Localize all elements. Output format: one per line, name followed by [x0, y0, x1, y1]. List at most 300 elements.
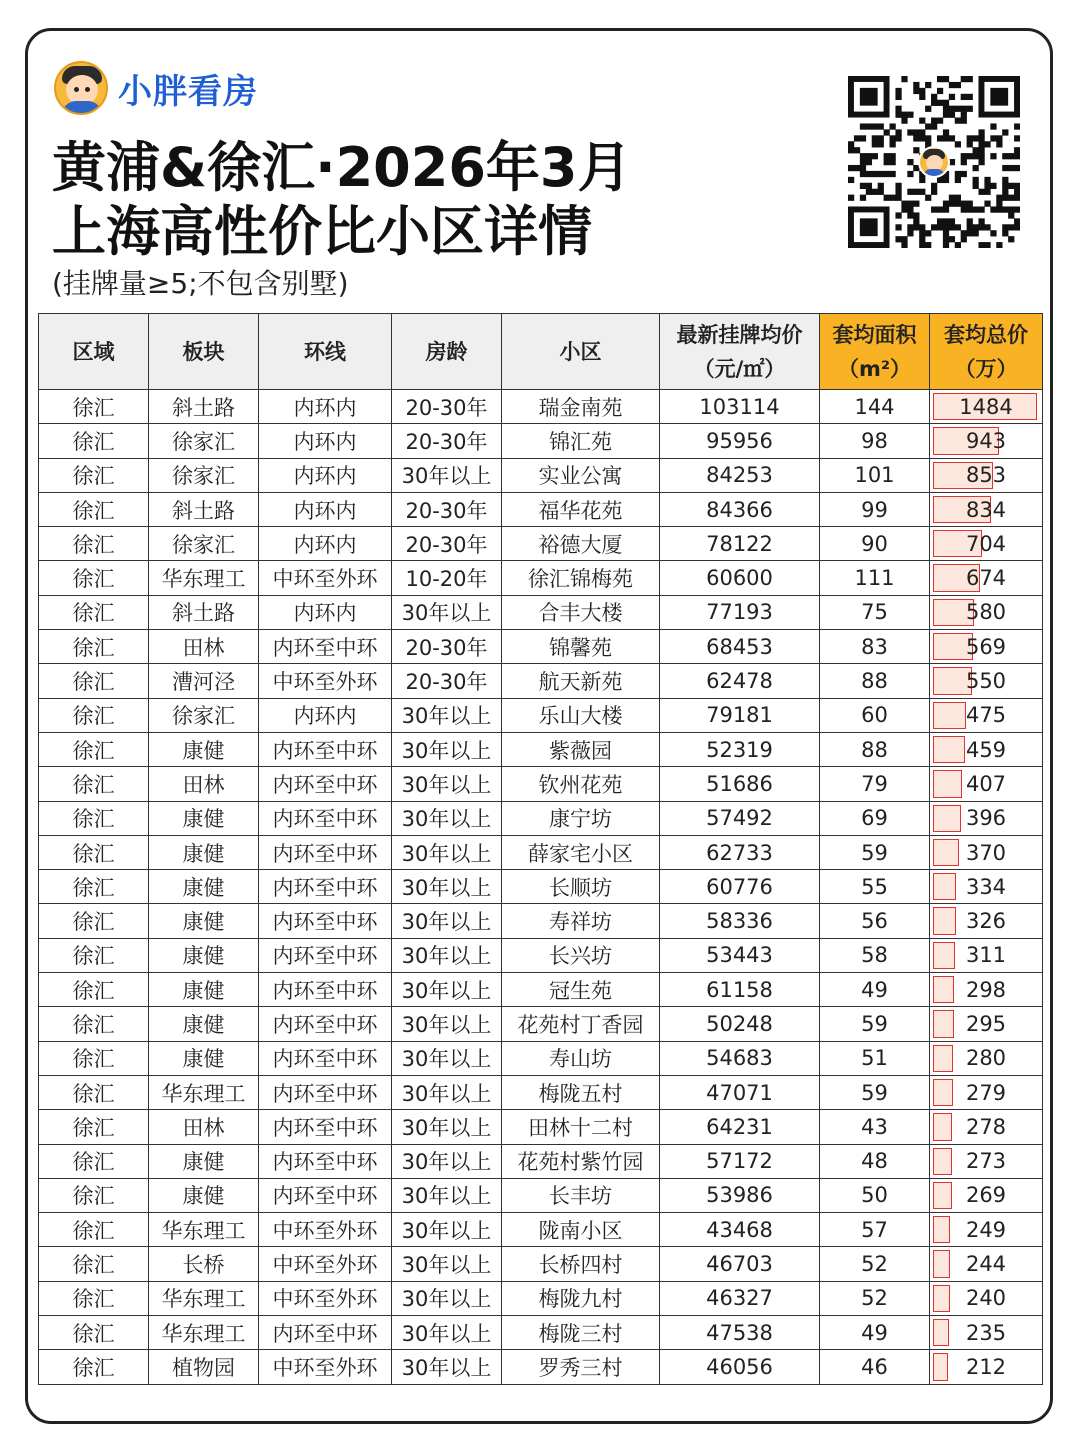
total-price-value: 295 — [965, 1011, 1007, 1036]
table-row — [39, 732, 1043, 766]
cell-district: 徐汇 — [39, 1007, 149, 1041]
header-unit: （元/㎡） — [693, 356, 786, 381]
total-price-value: 370 — [965, 840, 1007, 865]
table-row — [39, 390, 1043, 424]
cell-community: 裕德大厦 — [502, 527, 660, 561]
cell-community: 寿祥坊 — [502, 904, 660, 938]
cell-sector: 徐家汇 — [149, 458, 259, 492]
cell-avg-area: 52 — [820, 1247, 930, 1281]
table-row — [39, 904, 1043, 938]
cell-avg-total — [930, 527, 1043, 561]
header-avg-area — [820, 314, 930, 390]
cell-avg-total — [930, 1178, 1043, 1212]
cell-district: 徐汇 — [39, 1281, 149, 1315]
cell-avg-price: 68453 — [660, 630, 820, 664]
header-age — [392, 314, 502, 390]
cell-district: 徐汇 — [39, 527, 149, 561]
cell-community: 长兴坊 — [502, 938, 660, 972]
cell-sector: 康健 — [149, 1007, 259, 1041]
cell-avg-price: 47538 — [660, 1316, 820, 1350]
cell-avg-total — [930, 1247, 1043, 1281]
table-row — [39, 938, 1043, 972]
total-price-value: 235 — [965, 1320, 1007, 1345]
cell-avg-price: 53443 — [660, 938, 820, 972]
cell-community: 陇南小区 — [502, 1213, 660, 1247]
table-row — [39, 1178, 1043, 1212]
cell-sector: 康健 — [149, 1041, 259, 1075]
total-price-value: 569 — [965, 634, 1007, 659]
cell-avg-area: 58 — [820, 938, 930, 972]
total-price-bar — [933, 873, 956, 900]
header-label: 房龄 — [425, 339, 468, 364]
cell-avg-price: 62733 — [660, 835, 820, 869]
cell-age: 30年以上 — [392, 938, 502, 972]
total-price-value: 278 — [965, 1114, 1007, 1139]
cell-district: 徐汇 — [39, 1247, 149, 1281]
cell-age: 20-30年 — [392, 527, 502, 561]
table-row — [39, 767, 1043, 801]
cell-avg-area: 57 — [820, 1213, 930, 1247]
cell-avg-price: 64231 — [660, 1110, 820, 1144]
cell-age: 30年以上 — [392, 767, 502, 801]
table-row — [39, 835, 1043, 869]
cell-ring: 内环至中环 — [259, 1075, 392, 1109]
table-body — [39, 390, 1043, 1385]
cell-age: 20-30年 — [392, 630, 502, 664]
cell-ring: 内环至中环 — [259, 835, 392, 869]
cell-avg-area: 83 — [820, 630, 930, 664]
cell-age: 30年以上 — [392, 732, 502, 766]
total-price-bar — [933, 736, 965, 763]
total-price-bar — [933, 1010, 954, 1037]
cell-sector: 康健 — [149, 732, 259, 766]
cell-community: 薛家宅小区 — [502, 835, 660, 869]
total-price-value: 834 — [965, 497, 1007, 522]
cell-avg-price: 103114 — [660, 390, 820, 424]
cell-community: 合丰大楼 — [502, 595, 660, 629]
cell-district: 徐汇 — [39, 1041, 149, 1075]
table-row — [39, 664, 1043, 698]
cell-age: 30年以上 — [392, 1075, 502, 1109]
cell-avg-area: 69 — [820, 801, 930, 835]
total-price-value: 550 — [965, 669, 1007, 694]
cell-age: 30年以上 — [392, 595, 502, 629]
total-price-bar — [933, 976, 954, 1003]
total-price-bar — [933, 805, 961, 832]
table-row — [39, 801, 1043, 835]
cell-avg-total — [930, 938, 1043, 972]
cell-community: 长丰坊 — [502, 1178, 660, 1212]
cell-sector: 漕河泾 — [149, 664, 259, 698]
header-avg-price — [660, 314, 820, 390]
total-price-value: 298 — [965, 977, 1007, 1002]
page-title — [52, 136, 631, 264]
total-price-bar — [933, 1182, 952, 1209]
cell-avg-price: 43468 — [660, 1213, 820, 1247]
total-price-value: 244 — [965, 1252, 1007, 1277]
cell-sector: 康健 — [149, 1178, 259, 1212]
total-price-bar — [933, 839, 959, 866]
cell-avg-total — [930, 1281, 1043, 1315]
cell-sector: 华东理工 — [149, 1075, 259, 1109]
total-price-value: 334 — [965, 874, 1007, 899]
cell-sector: 华东理工 — [149, 1281, 259, 1315]
header-avg-total — [930, 314, 1043, 390]
total-price-value: 943 — [965, 428, 1007, 453]
cell-avg-total — [930, 870, 1043, 904]
cell-district: 徐汇 — [39, 938, 149, 972]
cell-ring: 内环至中环 — [259, 938, 392, 972]
cell-community: 冠生苑 — [502, 973, 660, 1007]
cell-avg-area: 50 — [820, 1178, 930, 1212]
cell-sector: 长桥 — [149, 1247, 259, 1281]
cell-age: 30年以上 — [392, 1110, 502, 1144]
table-row — [39, 1281, 1043, 1315]
cell-avg-price: 79181 — [660, 698, 820, 732]
cell-avg-total — [930, 458, 1043, 492]
cell-district: 徐汇 — [39, 1350, 149, 1384]
cell-sector: 康健 — [149, 938, 259, 972]
cell-district: 徐汇 — [39, 390, 149, 424]
table-row — [39, 527, 1043, 561]
community-table — [38, 313, 1043, 1385]
cell-community: 钦州花苑 — [502, 767, 660, 801]
cell-ring: 内环内 — [259, 698, 392, 732]
cell-ring: 内环至中环 — [259, 630, 392, 664]
cell-ring: 内环至中环 — [259, 1007, 392, 1041]
cell-sector: 康健 — [149, 904, 259, 938]
title-line-2: 上海高性价比小区详情 — [52, 200, 592, 263]
cell-ring: 内环至中环 — [259, 1110, 392, 1144]
cell-avg-area: 99 — [820, 492, 930, 526]
table-row — [39, 1041, 1043, 1075]
table-row — [39, 595, 1043, 629]
cell-community: 梅陇九村 — [502, 1281, 660, 1315]
table-row — [39, 1247, 1043, 1281]
cell-sector: 康健 — [149, 870, 259, 904]
cell-district: 徐汇 — [39, 1178, 149, 1212]
cell-sector: 徐家汇 — [149, 698, 259, 732]
qr-avatar-icon — [918, 146, 950, 178]
cell-avg-area: 79 — [820, 767, 930, 801]
cell-avg-total — [930, 973, 1043, 1007]
table-row — [39, 973, 1043, 1007]
total-price-value: 249 — [965, 1217, 1007, 1242]
cell-age: 30年以上 — [392, 1316, 502, 1350]
header-label: 最新挂牌均价 — [676, 322, 803, 347]
cell-avg-area: 60 — [820, 698, 930, 732]
cell-ring: 内环至中环 — [259, 973, 392, 1007]
cell-avg-area: 49 — [820, 973, 930, 1007]
header-label: 环线 — [304, 339, 346, 364]
cell-community: 梅陇五村 — [502, 1075, 660, 1109]
cell-ring: 内环至中环 — [259, 801, 392, 835]
title-line-1: 黄浦&徐汇·2026年3月 — [52, 136, 632, 199]
cell-ring: 内环内 — [259, 458, 392, 492]
cell-sector: 康健 — [149, 1144, 259, 1178]
cell-avg-total — [930, 1316, 1043, 1350]
cell-avg-price: 78122 — [660, 527, 820, 561]
cell-age: 30年以上 — [392, 835, 502, 869]
cell-avg-area: 90 — [820, 527, 930, 561]
total-price-bar — [933, 1079, 953, 1106]
cell-age: 30年以上 — [392, 458, 502, 492]
header-unit: （m²） — [837, 356, 912, 381]
cell-district: 徐汇 — [39, 870, 149, 904]
cell-community: 锦馨苑 — [502, 630, 660, 664]
cell-avg-total — [930, 1213, 1043, 1247]
header-unit: （万） — [954, 356, 1018, 381]
total-price-value: 240 — [965, 1286, 1007, 1311]
cell-avg-area: 59 — [820, 1007, 930, 1041]
cell-district: 徐汇 — [39, 424, 149, 458]
table-row — [39, 458, 1043, 492]
cell-sector: 华东理工 — [149, 561, 259, 595]
cell-avg-price: 58336 — [660, 904, 820, 938]
cell-sector: 徐家汇 — [149, 424, 259, 458]
cell-avg-total — [930, 1110, 1043, 1144]
cell-avg-price: 84366 — [660, 492, 820, 526]
total-price-value: 407 — [965, 771, 1007, 796]
cell-ring: 中环至外环 — [259, 1213, 392, 1247]
cell-sector: 斜土路 — [149, 595, 259, 629]
cell-district: 徐汇 — [39, 492, 149, 526]
cell-ring: 中环至外环 — [259, 1350, 392, 1384]
cell-sector: 田林 — [149, 1110, 259, 1144]
cell-ring: 内环至中环 — [259, 767, 392, 801]
cell-avg-area: 48 — [820, 1144, 930, 1178]
total-price-value: 280 — [965, 1046, 1007, 1071]
total-price-bar — [933, 702, 966, 729]
cell-avg-area: 144 — [820, 390, 930, 424]
cell-ring: 内环至中环 — [259, 732, 392, 766]
cell-sector: 康健 — [149, 973, 259, 1007]
cell-age: 20-30年 — [392, 424, 502, 458]
cell-avg-total — [930, 1007, 1043, 1041]
total-price-bar — [933, 770, 962, 797]
cell-age: 30年以上 — [392, 1144, 502, 1178]
cell-district: 徐汇 — [39, 1110, 149, 1144]
cell-sector: 华东理工 — [149, 1213, 259, 1247]
cell-sector: 植物园 — [149, 1350, 259, 1384]
cell-district: 徐汇 — [39, 732, 149, 766]
cell-avg-total — [930, 1350, 1043, 1384]
table-row — [39, 561, 1043, 595]
total-price-value: 1484 — [959, 394, 1013, 419]
cell-age: 30年以上 — [392, 1350, 502, 1384]
total-price-bar — [933, 1045, 953, 1072]
cell-avg-total — [930, 732, 1043, 766]
cell-ring: 内环至中环 — [259, 1041, 392, 1075]
cell-district: 徐汇 — [39, 595, 149, 629]
cell-ring: 中环至外环 — [259, 561, 392, 595]
total-price-bar — [933, 1216, 950, 1243]
total-price-bar — [933, 942, 955, 969]
cell-avg-price: 50248 — [660, 1007, 820, 1041]
cell-age: 20-30年 — [392, 390, 502, 424]
cell-ring: 中环至外环 — [259, 664, 392, 698]
cell-avg-total — [930, 595, 1043, 629]
cell-community: 紫薇园 — [502, 732, 660, 766]
cell-avg-area: 43 — [820, 1110, 930, 1144]
cell-avg-total — [930, 561, 1043, 595]
total-price-bar — [933, 1319, 949, 1346]
cell-avg-area: 49 — [820, 1316, 930, 1350]
header-label: 区域 — [72, 339, 115, 364]
total-price-value: 212 — [965, 1354, 1007, 1379]
cell-community: 梅陇三村 — [502, 1316, 660, 1350]
cell-community: 康宁坊 — [502, 801, 660, 835]
cell-community: 锦汇苑 — [502, 424, 660, 458]
header-ring — [259, 314, 392, 390]
cell-district: 徐汇 — [39, 1075, 149, 1109]
total-price-bar — [933, 907, 956, 934]
cell-avg-price: 77193 — [660, 595, 820, 629]
cell-sector: 华东理工 — [149, 1316, 259, 1350]
total-price-value: 326 — [965, 909, 1007, 934]
cell-community: 罗秀三村 — [502, 1350, 660, 1384]
cell-district: 徐汇 — [39, 664, 149, 698]
cell-avg-area: 51 — [820, 1041, 930, 1075]
cell-community: 福华花苑 — [502, 492, 660, 526]
total-price-value: 311 — [965, 943, 1007, 968]
cell-ring: 内环内 — [259, 527, 392, 561]
cell-avg-total — [930, 904, 1043, 938]
cell-avg-price: 53986 — [660, 1178, 820, 1212]
cell-avg-total — [930, 630, 1043, 664]
subtitle: (挂牌量≥5;不包含别墅) — [52, 267, 349, 300]
cell-district: 徐汇 — [39, 767, 149, 801]
cell-avg-price: 51686 — [660, 767, 820, 801]
cell-age: 30年以上 — [392, 1178, 502, 1212]
cell-ring: 内环内 — [259, 595, 392, 629]
cell-avg-area: 59 — [820, 835, 930, 869]
cell-age: 30年以上 — [392, 973, 502, 1007]
cell-community: 田林十二村 — [502, 1110, 660, 1144]
cell-ring: 内环内 — [259, 424, 392, 458]
cell-ring: 内环内 — [259, 492, 392, 526]
cell-district: 徐汇 — [39, 698, 149, 732]
cell-avg-price: 62478 — [660, 664, 820, 698]
cell-avg-area: 98 — [820, 424, 930, 458]
cell-avg-price: 54683 — [660, 1041, 820, 1075]
cell-age: 10-20年 — [392, 561, 502, 595]
total-price-value: 580 — [965, 600, 1007, 625]
cell-community: 长顺坊 — [502, 870, 660, 904]
cell-avg-price: 60600 — [660, 561, 820, 595]
cell-avg-area: 111 — [820, 561, 930, 595]
total-price-value: 704 — [965, 531, 1007, 556]
total-price-value: 459 — [965, 737, 1007, 762]
cell-avg-price: 47071 — [660, 1075, 820, 1109]
header-label: 板块 — [182, 339, 225, 364]
cell-avg-area: 59 — [820, 1075, 930, 1109]
cell-avg-price: 46056 — [660, 1350, 820, 1384]
cell-avg-price: 46327 — [660, 1281, 820, 1315]
cell-avg-price: 84253 — [660, 458, 820, 492]
cell-avg-price: 95956 — [660, 424, 820, 458]
table-row — [39, 1075, 1043, 1109]
cell-avg-area: 55 — [820, 870, 930, 904]
cell-avg-total — [930, 835, 1043, 869]
header-label: 套均面积 — [832, 322, 917, 347]
cell-sector: 斜土路 — [149, 390, 259, 424]
cell-community: 瑞金南苑 — [502, 390, 660, 424]
cell-avg-total — [930, 664, 1043, 698]
cell-community: 实业公寓 — [502, 458, 660, 492]
cell-sector: 田林 — [149, 630, 259, 664]
cell-age: 30年以上 — [392, 1247, 502, 1281]
cell-ring: 中环至外环 — [259, 1247, 392, 1281]
cell-district: 徐汇 — [39, 630, 149, 664]
cell-avg-price: 57172 — [660, 1144, 820, 1178]
table-row — [39, 1316, 1043, 1350]
cell-sector: 田林 — [149, 767, 259, 801]
cell-age: 30年以上 — [392, 801, 502, 835]
cell-age: 30年以上 — [392, 698, 502, 732]
cell-sector: 徐家汇 — [149, 527, 259, 561]
table-row — [39, 1350, 1043, 1384]
table-row — [39, 492, 1043, 526]
cell-district: 徐汇 — [39, 973, 149, 1007]
cell-community: 乐山大楼 — [502, 698, 660, 732]
cell-avg-total — [930, 767, 1043, 801]
brand-name: 小胖看房 — [118, 71, 258, 112]
cell-ring: 内环至中环 — [259, 870, 392, 904]
cell-community: 花苑村丁香园 — [502, 1007, 660, 1041]
cell-community: 花苑村紫竹园 — [502, 1144, 660, 1178]
chubby-boy-avatar-icon — [54, 61, 108, 115]
header-district — [39, 314, 149, 390]
cell-age: 20-30年 — [392, 492, 502, 526]
cell-community: 航天新苑 — [502, 664, 660, 698]
cell-avg-area: 56 — [820, 904, 930, 938]
total-price-value: 853 — [965, 463, 1007, 488]
total-price-value: 396 — [965, 806, 1007, 831]
cell-ring: 内环至中环 — [259, 904, 392, 938]
cell-avg-total — [930, 698, 1043, 732]
cell-avg-price: 61158 — [660, 973, 820, 1007]
cell-avg-price: 46703 — [660, 1247, 820, 1281]
cell-district: 徐汇 — [39, 904, 149, 938]
cell-sector: 康健 — [149, 835, 259, 869]
table-row — [39, 698, 1043, 732]
cell-avg-total — [930, 801, 1043, 835]
cell-ring: 内环至中环 — [259, 1316, 392, 1350]
brand-header — [54, 58, 258, 118]
cell-district: 徐汇 — [39, 561, 149, 595]
total-price-value: 475 — [965, 703, 1007, 728]
cell-ring: 内环至中环 — [259, 1178, 392, 1212]
total-price-bar — [933, 1148, 952, 1175]
cell-avg-total — [930, 424, 1043, 458]
cell-community: 长桥四村 — [502, 1247, 660, 1281]
cell-avg-area: 88 — [820, 732, 930, 766]
cell-avg-area: 52 — [820, 1281, 930, 1315]
header-label: 套均总价 — [944, 322, 1028, 347]
cell-avg-total — [930, 492, 1043, 526]
cell-avg-area: 75 — [820, 595, 930, 629]
table-row — [39, 1110, 1043, 1144]
table-row — [39, 630, 1043, 664]
table-row — [39, 870, 1043, 904]
cell-district: 徐汇 — [39, 1144, 149, 1178]
total-price-value: 273 — [965, 1149, 1007, 1174]
table-row — [39, 1007, 1043, 1041]
cell-avg-total — [930, 1041, 1043, 1075]
header-sector — [149, 314, 259, 390]
cell-avg-area: 88 — [820, 664, 930, 698]
